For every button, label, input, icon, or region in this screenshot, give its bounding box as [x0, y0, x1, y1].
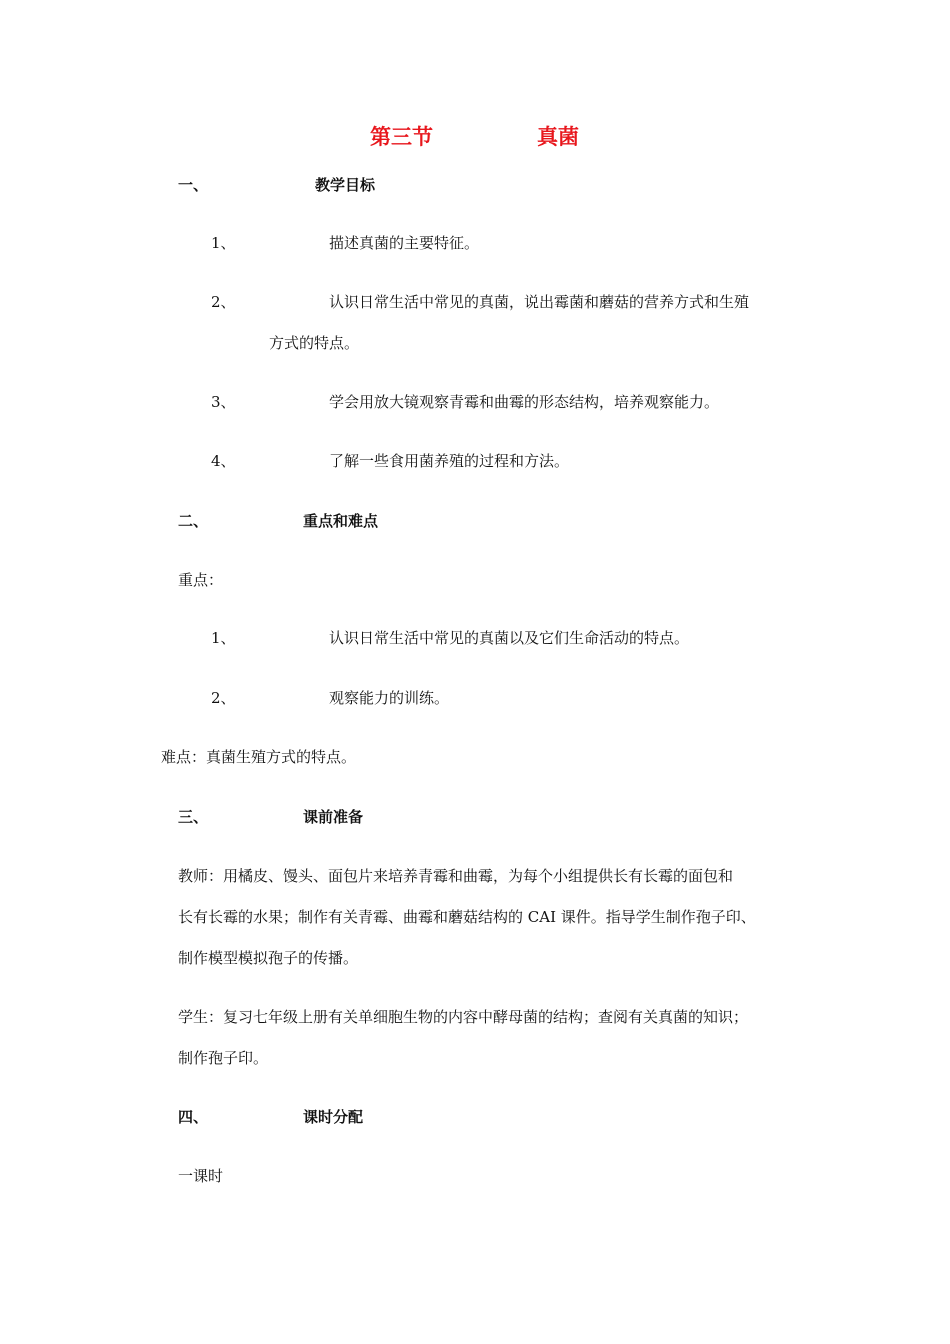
section-3-heading: 课前准备: [303, 808, 364, 826]
focus-2-text: 观察能力的训练。: [329, 689, 450, 707]
objective-1-text: 描述真菌的主要特征。: [329, 234, 480, 252]
teacher-line-3: 制作模型模拟孢子的传播。: [178, 949, 359, 967]
objective-2-text: 认识日常生活中常见的真菌，说出霉菌和蘑菇的营养方式和生殖: [329, 293, 750, 311]
section-4-heading: 课时分配: [303, 1108, 364, 1126]
objective-1-number: 1、: [211, 234, 236, 252]
objective-4-text: 了解一些食用菌养殖的过程和方法。: [329, 452, 570, 470]
objective-4-number: 4、: [211, 452, 236, 470]
difficulty-text: 难点：真菌生殖方式的特点。: [161, 748, 357, 766]
section-3-number: 三、: [178, 808, 209, 826]
student-line-2: 制作孢子印。: [178, 1049, 269, 1067]
objective-2-number: 2、: [211, 293, 236, 311]
focus-1-number: 1、: [211, 629, 236, 647]
section-1-number: 一、: [178, 176, 209, 194]
teacher-line-2: 长有长霉的水果；制作有关青霉、曲霉和蘑菇结构的 CAI 课件。指导学生制作孢子印、: [178, 908, 756, 926]
section-2-heading: 重点和难点: [303, 512, 379, 530]
focus-1-text: 认识日常生活中常见的真菌以及它们生命活动的特点。: [329, 629, 690, 647]
section-1-heading: 教学目标: [315, 176, 376, 194]
objective-3-number: 3、: [211, 393, 236, 411]
objective-2-text-continued: 方式的特点。: [269, 334, 360, 352]
section-4-number: 四、: [178, 1108, 209, 1126]
student-line-1: 学生：复习七年级上册有关单细胞生物的内容中酵母菌的结构；查阅有关真菌的知识；: [178, 1008, 749, 1026]
title-part-2: 真菌: [537, 124, 579, 149]
focus-label: 重点：: [178, 571, 224, 589]
section-2-number: 二、: [178, 512, 209, 530]
class-hours-text: 一课时: [178, 1167, 224, 1185]
focus-2-number: 2、: [211, 689, 236, 707]
title-part-1: 第三节: [370, 124, 433, 149]
teacher-line-1: 教师：用橘皮、馒头、面包片来培养青霉和曲霉，为每个小组提供长有长霉的面包和: [178, 867, 734, 885]
objective-3-text: 学会用放大镜观察青霉和曲霉的形态结构，培养观察能力。: [329, 393, 720, 411]
